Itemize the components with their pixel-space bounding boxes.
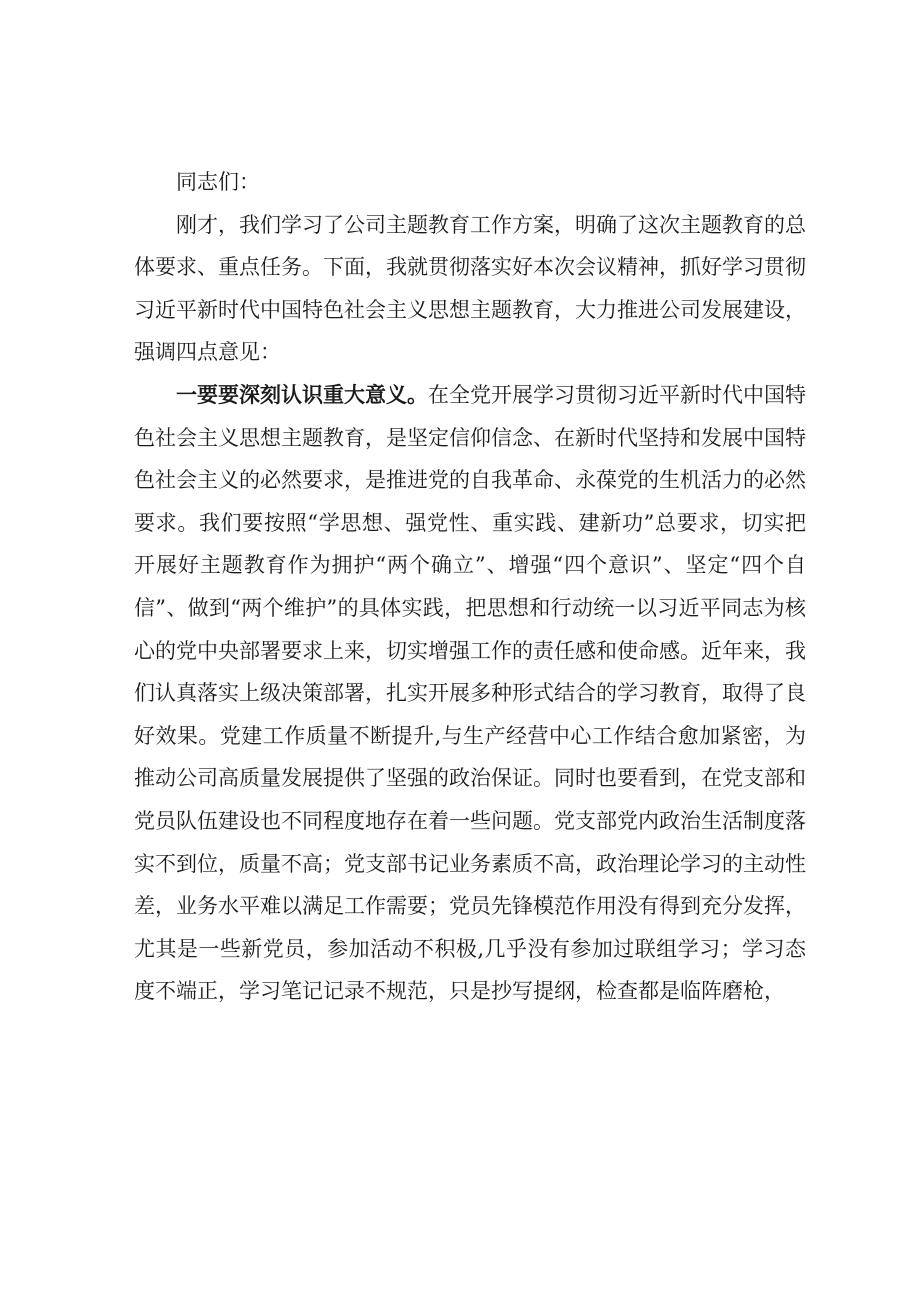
salutation: 同志们：	[176, 170, 260, 194]
document-body	[134, 161, 806, 1013]
section-1-heading: 一要要深刻认识重大意义。	[176, 382, 428, 407]
section-1-body: 在全党开展学习贯彻习近平新时代中国特色社会主义思想主题教育，是坚定信仰信念、在新时代坚持和发展中国特色社会主义的必然要求，是推进党的自我革命、永葆党的生机活力的必然要求。我们要按照“学思想、强党性、重实践、建新功”总要求，切实把开展好主题教育作为拥护“两个确立”、增强“四个意识”、坚定“四个自信”、做到“两个维护”的具体实践，把思想和行动统一以习近平同志为核心的党中央部署要求上来，切实增强工作的责任感和使命感。近年来，我们认真落实上级决策部署，扎实开展多种形式结合的学习教育，取得了良好效果。党建工作质量不断提升,与生产经营中心工作结合愈加紧密，为推动公司高质量发展提供了坚强的政治保证。同时也要看到，在党支部和党员队伍建设也不同程度地存在着一些问题。党支部党内政治生活制度落实不到位，质量不高；党支部书记业务素质不高，政治理论学习的主动性差，业务水平难以满足工作需要；党员先锋模范作用没有得到充分发挥，尤其是一些新党员，参加活动不积极,几乎没有参加过联组学习；学习态度不端正，学习笔记记录不规范，只是抄写提纲，检查都是临阵磨枪，	[134, 382, 806, 1004]
intro-paragraph: 刚才，我们学习了公司主题教育工作方案，明确了这次主题教育的总体要求、重点任务。下面，我就贯彻落实好本次会议精神，抓好学习贯彻习近平新时代中国特色社会主义思想主题教育，大力推进公司发展建设，强调四点意见：	[134, 212, 806, 365]
section-1-paragraph	[134, 374, 806, 1013]
